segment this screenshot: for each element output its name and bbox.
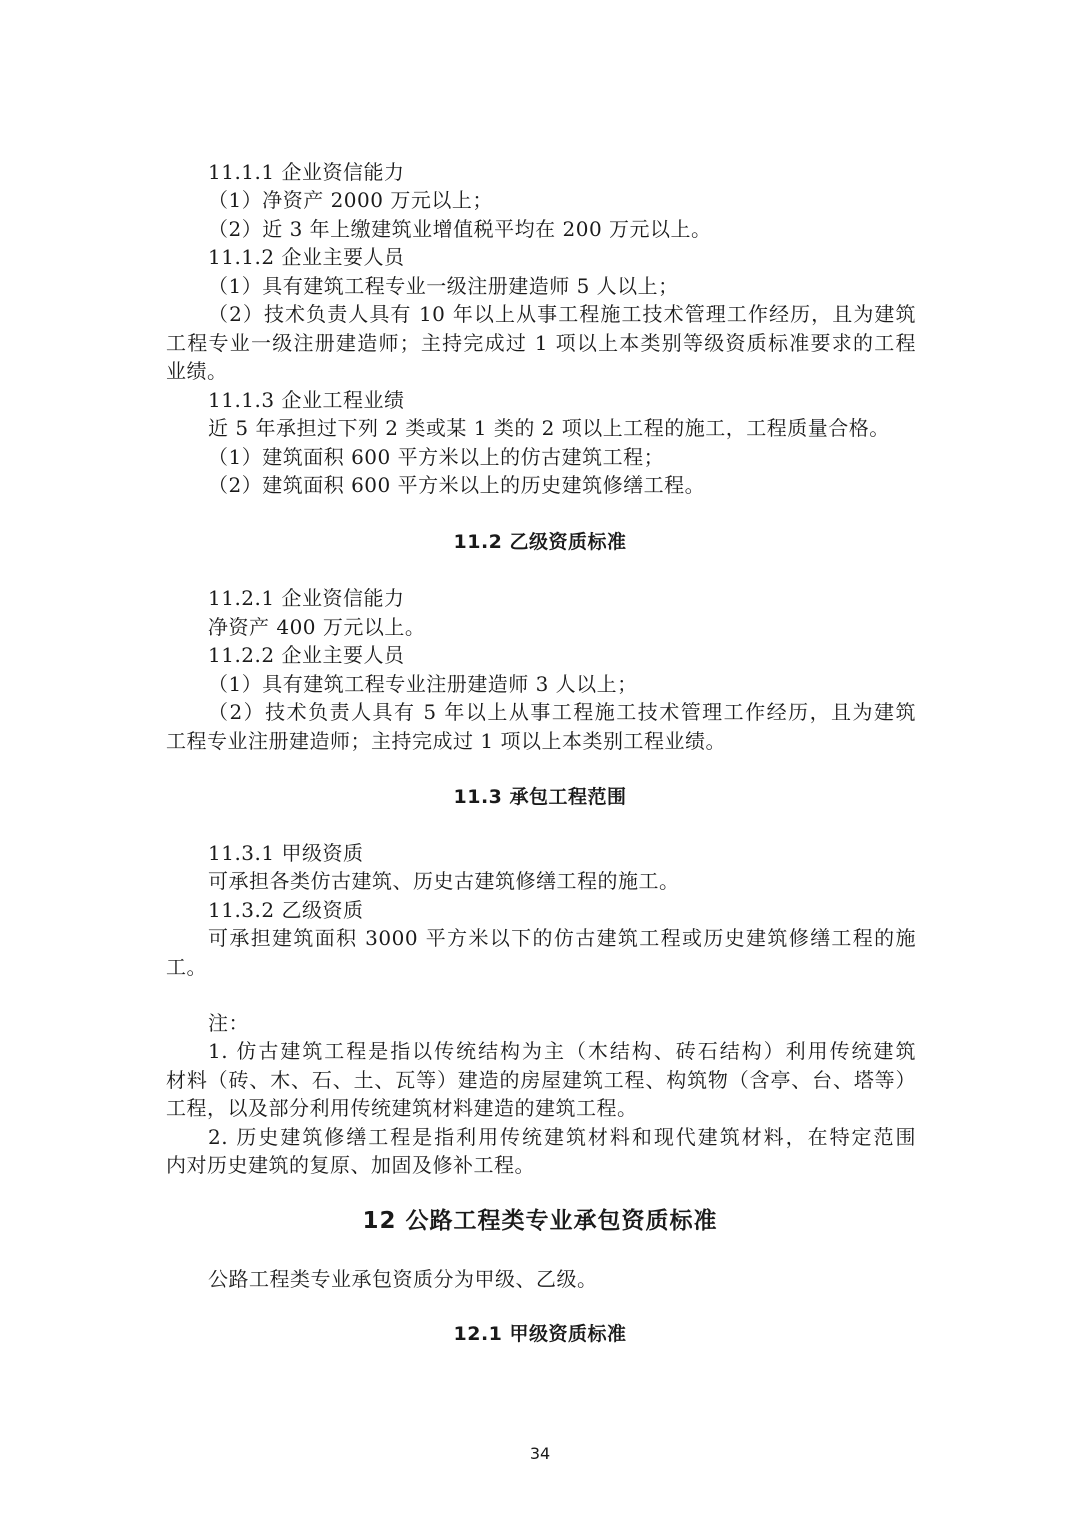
note-line: 工程，以及部分利用传统建筑材料建造的建筑工程。	[166, 1096, 638, 1120]
paragraph-line: （2）技术负责人具有 10 年以上从事工程施工技术管理工作经历，且为建筑	[208, 302, 916, 326]
paragraph-line: 公路工程类专业承包资质分为甲级、乙级。	[208, 1267, 598, 1291]
page-number: 34	[529, 1444, 551, 1463]
subsection-heading-11-3-1: 11.3.1 甲级资质	[208, 841, 364, 865]
paragraph-line: 近 5 年承担过下列 2 类或某 1 类的 2 项以上工程的施工，工程质量合格。	[208, 416, 890, 440]
paragraph-line: （1）建筑面积 600 平方米以上的仿古建筑工程；	[208, 445, 665, 469]
note-label: 注：	[208, 1011, 249, 1035]
note-line: 材料（砖、木、石、土、瓦等）建造的房屋建筑工程、构筑物（含亭、台、塔等）	[166, 1068, 916, 1092]
paragraph-line: 业绩。	[166, 359, 228, 383]
section-heading-12-1: 12.1 甲级资质标准	[453, 1323, 627, 1345]
section-heading-11-3: 11.3 承包工程范围	[453, 786, 627, 808]
paragraph-line: 净资产 400 万元以上。	[208, 615, 426, 639]
paragraph-line: 工。	[166, 955, 207, 979]
note-line: 2. 历史建筑修缮工程是指利用传统建筑材料和现代建筑材料，在特定范围	[208, 1125, 916, 1149]
paragraph-line: （2）建筑面积 600 平方米以上的历史建筑修缮工程。	[208, 473, 706, 497]
subsection-heading-11-1-1: 11.1.1 企业资信能力	[208, 160, 405, 184]
section-heading-11-2: 11.2 乙级资质标准	[453, 531, 627, 553]
subsection-heading-11-2-1: 11.2.1 企业资信能力	[208, 586, 405, 610]
note-line: 1. 仿古建筑工程是指以传统结构为主（木结构、砖石结构）利用传统建筑	[208, 1039, 916, 1063]
paragraph-line: （1）具有建筑工程专业注册建造师 3 人以上；	[208, 672, 638, 696]
paragraph-line: （1）净资产 2000 万元以上；	[208, 188, 493, 212]
paragraph-line: 工程专业注册建造师；主持完成过 1 项以上本类别工程业绩。	[166, 729, 726, 753]
paragraph-line: 可承担各类仿古建筑、历史古建筑修缮工程的施工。	[208, 869, 680, 893]
paragraph-line: （2）近 3 年上缴建筑业增值税平均在 200 万元以上。	[208, 217, 712, 241]
paragraph-line: （2）技术负责人具有 5 年以上从事工程施工技术管理工作经历，且为建筑	[208, 700, 916, 724]
subsection-heading-11-3-2: 11.3.2 乙级资质	[208, 898, 364, 922]
subsection-heading-11-2-2: 11.2.2 企业主要人员	[208, 643, 405, 667]
paragraph-line: 工程专业一级注册建造师；主持完成过 1 项以上本类别等级资质标准要求的工程	[166, 331, 916, 355]
chapter-heading-12: 12 公路工程类专业承包资质标准	[362, 1208, 718, 1234]
paragraph-line: 可承担建筑面积 3000 平方米以下的仿古建筑工程或历史建筑修缮工程的施	[208, 926, 916, 950]
note-line: 内对历史建筑的复原、加固及修补工程。	[166, 1153, 535, 1177]
subsection-heading-11-1-2: 11.1.2 企业主要人员	[208, 245, 405, 269]
subsection-heading-11-1-3: 11.1.3 企业工程业绩	[208, 388, 405, 412]
paragraph-line: （1）具有建筑工程专业一级注册建造师 5 人以上；	[208, 274, 679, 298]
